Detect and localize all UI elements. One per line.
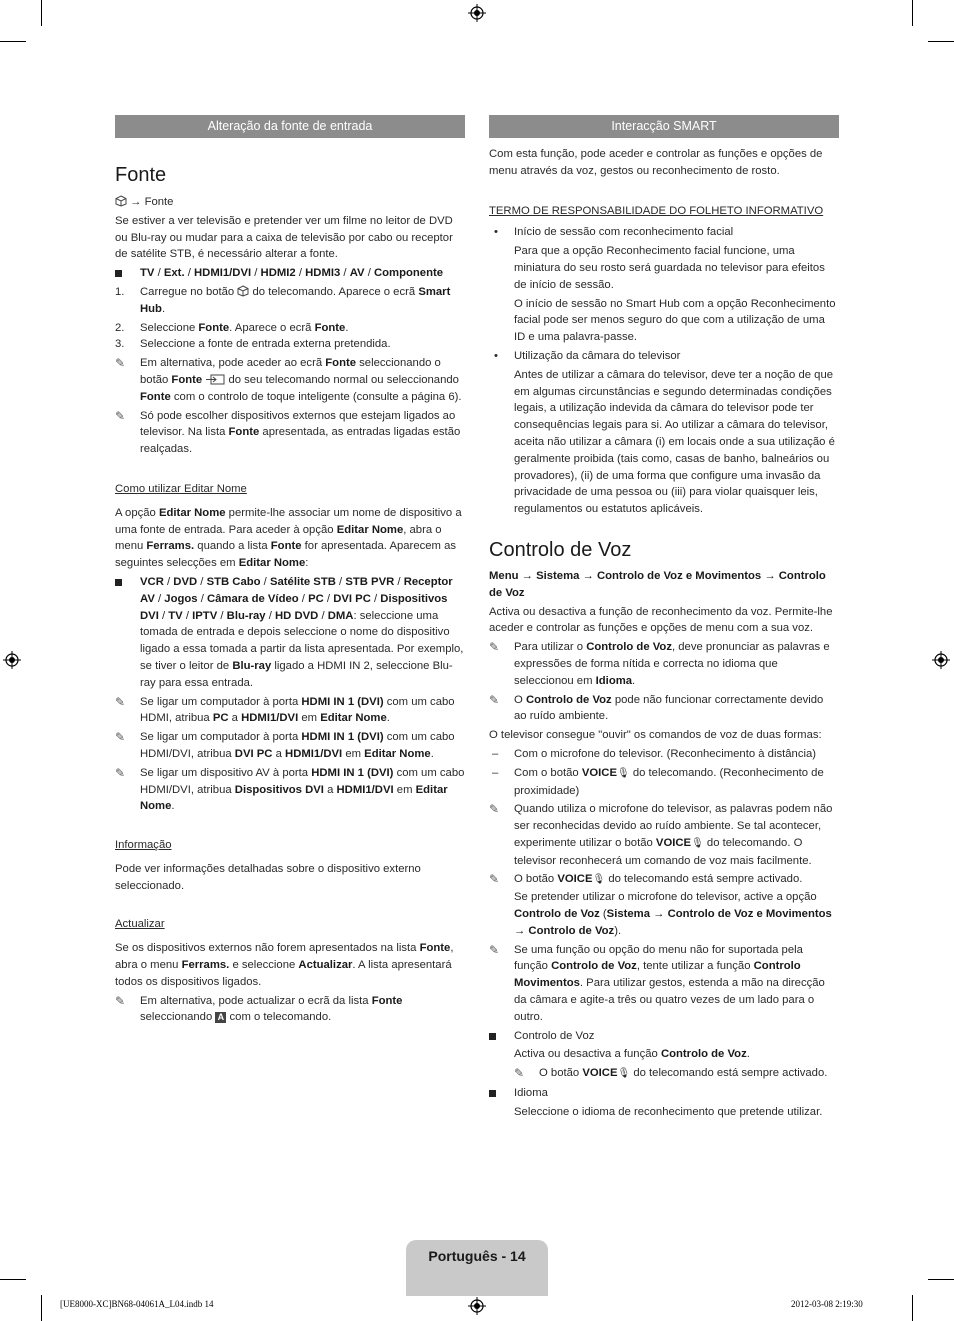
section-title-source: Fonte: [115, 164, 167, 186]
note: ✎ O botão VOICE🎙 do telecomando está sempre activado. Se pretender utilizar o microfone do televisor, active a opção Controlo de Voz (Sistema → Controlo de Voz e Movimentos → Controlo de Voz).: [489, 872, 832, 937]
section-bar-smart-interaction: Interacção SMART: [489, 115, 839, 138]
update-text: Se os dispositivos externos não forem apresentados na lista Fonte, abra o menu Ferrams. e seleccione Actualizar. A lista apresentará todos os dispositivos ligados.: [115, 942, 454, 988]
step-3: 3. Seleccione a fonte de entrada externa pretendida.: [115, 338, 391, 351]
option-language: Idioma: [489, 1085, 839, 1102]
page-number-tab: Português - 14: [406, 1240, 548, 1296]
left-column: [115, 115, 465, 1026]
square-bullet-icon: [115, 270, 122, 277]
section-title-voice-control: Controlo de Voz: [489, 538, 632, 561]
registration-mark-icon: [3, 651, 21, 669]
note-pencil-icon: ✎: [489, 640, 500, 655]
step-1: 1. Carregue no botão do telecomando. Aparece o ecrã Smart Hub.: [115, 285, 451, 315]
edit-name-intro: A opção Editar Nome permite-lhe associar um nome de dispositivo a uma fonte de entrada. Para aceder à opção Editar Nome, abra o menu Ferrams. quando a lista Fonte for apresentada. Aparecem as seguintes selecções em Editar Nome:: [115, 506, 462, 570]
note-pencil-icon: ✎: [115, 730, 126, 745]
two-ways-text: O televisor consegue "ouvir" os comandos de voz de duas formas:: [489, 729, 822, 742]
note-pencil-icon: ✎: [514, 1066, 525, 1081]
note-pencil-icon: ✎: [489, 692, 500, 707]
disclaimer-heading: TERMO DE RESPONSABILIDADE DO FOLHETO INFORMATIVO: [489, 204, 824, 217]
crop-mark: [41, 1295, 42, 1321]
section-bar-input-source: Alteração da fonte de entrada: [115, 115, 465, 138]
dash-item: – Com o botão VOICE🎙 do telecomando. (Reconhecimento de proximidade): [492, 766, 824, 797]
note: ✎ Para utilizar o Controlo de Voz, deve pronunciar as palavras e expressões de forma nítida e correcta no idioma que seleccionou em Idioma.: [489, 640, 830, 687]
subheading-update: Actualizar: [115, 918, 165, 931]
note: ✎ Se uma função ou opção do menu não for suportada pela função Controlo de Voz, tente utilizar a função Controlo Movimentos. Para utilizar gestos, estenda a mão na direcção da câmara e agite-a três ou quatro vezes de um lado para o outro.: [489, 942, 825, 1023]
device-list: VCR / DVD / STB Cabo / Satélite STB / STB PVR / Receptor AV / Jogos / Câmara de Vídeo / PC / DVI PC / Dispositivos DVI / TV / IPTV / Blu-ray / HD DVD / DMA: seleccione uma tomada de entrada e depois seleccione o nome do dispositivo ligado a essa tomada a partir da lista apresentada. Por exemplo, se tiver o leitor de Blu-ray ligado a HDMI IN 2, seleccione Blu-ray para essa entrada.: [115, 574, 465, 692]
bullet-camera-use: • Utilização da câmara do televisor: [489, 348, 839, 365]
dash-item: – Com o microfone do televisor. (Reconhecimento à distância): [492, 747, 817, 760]
note: ✎ O Controlo de Voz pode não funcionar correctamente devido ao ruído ambiente.: [489, 692, 824, 723]
square-bullet-icon: [489, 1090, 496, 1097]
note-pencil-icon: ✎: [115, 694, 126, 709]
footer-timestamp: 2012-03-08 2:19:30: [791, 1299, 863, 1309]
note: ✎ Se ligar um computador à porta HDMI IN 1 (DVI) com um cabo HDMI/DVI, atribua DVI PC a HDMI1/DVI em Editar Nome.: [115, 730, 455, 760]
bullet-icon: •: [494, 349, 498, 362]
note: ✎ Em alternativa, pode actualizar o ecrã da lista Fonte seleccionando A com o telecomando.: [115, 993, 403, 1024]
square-bullet-icon: [115, 579, 122, 586]
note-pencil-icon: ✎: [115, 408, 126, 423]
menu-path: → Fonte: [115, 194, 465, 211]
note: ✎ O botão VOICE🎙 do telecomando está sempre activado.: [514, 1066, 828, 1081]
smart-hub-icon: [115, 195, 127, 207]
crop-mark: [41, 0, 42, 26]
note: ✎ Em alternativa, pode aceder ao ecrã Fonte seleccionando o botão Fonte do seu telecomando normal ou seleccionando Fonte com o controlo de toque inteligente (consulte a página 6).: [115, 356, 462, 403]
footer-file-info: [UE8000-XC]BN68-04061A_L04.indb 14: [60, 1299, 214, 1309]
note-pencil-icon: ✎: [115, 765, 126, 780]
microphone-icon: 🎙: [592, 874, 606, 886]
microphone-icon: 🎙: [617, 1068, 631, 1080]
note-pencil-icon: ✎: [489, 802, 500, 817]
a-button-icon: A: [215, 1012, 226, 1023]
registration-mark-icon: [932, 651, 950, 669]
note: ✎ Se ligar um computador à porta HDMI IN 1 (DVI) com um cabo HDMI, atribua PC a HDMI1/DVI em Editar Nome.: [115, 694, 455, 725]
crop-mark: [912, 0, 913, 26]
source-list: TV / Ext. / HDMI1/DVI / HDMI2 / HDMI3 / AV / Componente: [115, 265, 465, 282]
note: ✎ Se ligar um dispositivo AV à porta HDMI IN 1 (DVI) com um cabo HDMI/DVI, atribua Dispositivos DVI a HDMI1/DVI em Editar Nome.: [115, 765, 465, 813]
crop-mark: [912, 1295, 913, 1321]
voice-menu-path: Menu → Sistema → Controlo de Voz e Movimentos → Controlo de Voz: [489, 569, 826, 599]
step-2: 2. Seleccione Fonte. Aparece o ecrã Fonte.: [115, 321, 349, 334]
subheading-edit-name: Como utilizar Editar Nome: [115, 482, 247, 495]
option-voice-control: Controlo de Voz: [489, 1028, 839, 1045]
note-pencil-icon: ✎: [115, 356, 126, 371]
crop-mark: [0, 1279, 26, 1280]
crop-mark: [0, 41, 26, 42]
bullet-icon: •: [494, 226, 498, 239]
bullet-face-login: • Início de sessão com reconhecimento facial: [489, 224, 839, 241]
note: ✎ Só pode escolher dispositivos externos que estejam ligados ao televisor. Na lista Fonte apresentada, as entradas ligadas estão realçadas.: [115, 408, 461, 456]
right-column: Interacção SMART Com esta função, pode aceder e controlar as funções e opções de menu através da voz, gestos ou reconhecimento de rosto. TERMO DE RESPONSABILIDADE DO FOLHETO INFORMATIVO • Início de sessão com reconhecimento facial Para que a opção Reconhecimento facial funcione, uma miniatura do seu rosto será guardada no televisor para efeitos de início de sessão. O início de sessão no Smart Hub com a opção Reconhecimento facial pode ser menos seguro do que com a utilização de uma ID e uma palavra-passe. • Utilização da câmara do televisor Antes de utilizar a câmara do televisor, deve ter a noção de que em algumas circunstâncias e segundo determinadas condições legais, a utilização indevida da câmara do televisor pode ter consequências legais para si. Ao utilizar a câmara do televisor, aceita não utilizar a câmara (i) em locais onde a sua utilização é geralmente proibida (tais como, casas de banho, balneários ou provadores), (ii) de uma forma que configure uma invasão da privacidade de uma pessoa ou (iii) para violar quaisquer leis, regulamentos ou estatutos aplicáveis. Controlo de Voz Menu → Sistema → Controlo de Voz e Movimentos → Controlo de Voz Activa ou desactiva a função de reconhecimento da voz. Permite-lhe aceder e controlar as funções e opções de menu com a sua voz. ✎ Para utilizar o Controlo de Voz, deve pronunciar as palavras e expressões de forma nítida e correcta no idioma que seleccionou em Idioma. ✎ O Controlo de Voz pode não funcionar correctamente devido ao ruído ambiente. O televisor consegue "ouvir" os comandos de voz de duas formas: – Com o microfone do televisor. (Reconhecimento à distância) – Com o botão VOICE🎙 do telecomando. (Reconhecimento de proximidade) ✎ Quando utiliza o microfone do televisor, as palavras podem não ser reconhecidas devido ao ruído ambiente. Se tal acontecer, experimente utilizar o botão VOICE🎙 do telecomando. O televisor reconhecerá um comando de voz mais facilmente. ✎ O botão VOICE🎙 do telecomando está sempre activado. Se pretender utilizar o microfone do televisor, active a opção Controlo de Voz (Sistema → Controlo de Voz e Movimentos → Controlo de Voz). ✎ Se uma função ou opção do menu não for suportada pela função Controlo de Voz, tente utilizar a função Controlo Movimentos. Para utilizar gestos, estenda a mão na direcção da câmara e agite-a três ou quatro vezes de um lado para o outro. Controlo de Voz Activa ou desactiva a função Controlo de Voz. ✎ O botão VOICE🎙 do telecomando está sempre activado. Idioma Seleccione o idioma de reconhecimento que pretende utilizar.: [489, 115, 839, 1121]
microphone-icon: 🎙: [616, 767, 630, 779]
note-pencil-icon: ✎: [489, 942, 500, 957]
crop-mark: [928, 41, 954, 42]
source-button-icon: [205, 374, 225, 385]
note: ✎ Quando utiliza o microfone do televisor, as palavras podem não ser reconhecidas devido ao ruído ambiente. Se tal acontecer, experimente utilizar o botão VOICE🎙 do telecomando. O televisor reconhecerá um comando de voz mais facilmente.: [489, 802, 833, 867]
note-pencil-icon: ✎: [115, 993, 126, 1008]
subheading-information: Informação: [115, 839, 172, 852]
voice-intro: Activa ou desactiva a função de reconhecimento da voz. Permite-lhe aceder e controlar as funções e opções de menu com a sua voz.: [489, 605, 833, 635]
information-text: Pode ver informações detalhadas sobre o dispositivo externo seleccionado.: [115, 862, 421, 892]
square-bullet-icon: [489, 1033, 496, 1040]
smart-hub-icon: [237, 285, 249, 297]
smart-intro: Com esta função, pode aceder e controlar as funções e opções de menu através da voz, gestos ou reconhecimento de rosto.: [489, 148, 823, 177]
note-pencil-icon: ✎: [489, 872, 500, 887]
registration-mark-icon: [468, 4, 486, 22]
microphone-icon: 🎙: [691, 837, 704, 849]
registration-mark-icon: [468, 1297, 486, 1315]
crop-mark: [928, 1279, 954, 1280]
intro-text: Se estiver a ver televisão e pretender ver um filme no leitor de DVD ou Blu-ray ou mudar para a caixa de televisão por cabo ou receptor de satélite STB, é necessário alterar a fonte.: [115, 214, 453, 261]
